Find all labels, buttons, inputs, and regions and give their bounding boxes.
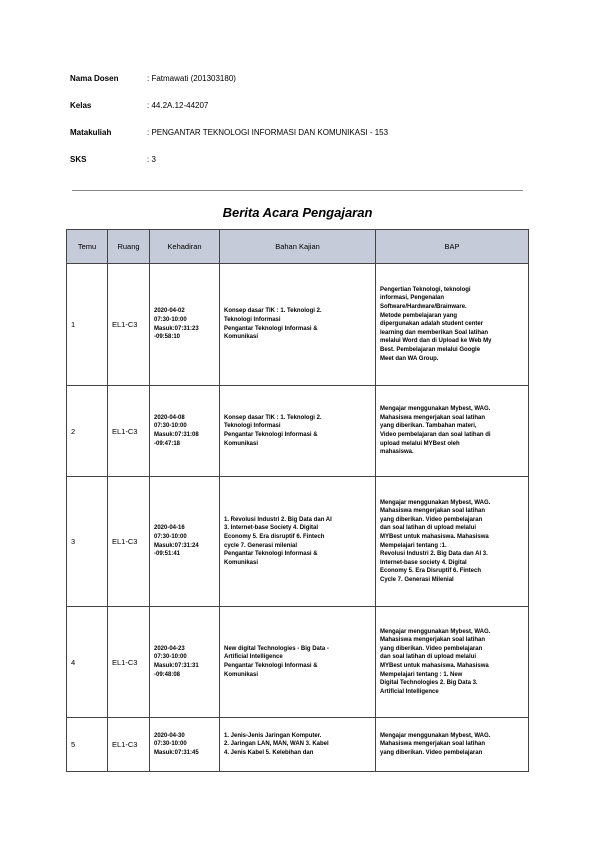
cell-kehadiran <box>150 718 220 772</box>
cell-line: Masuk:07:31:45 <box>154 749 199 756</box>
cell-line: Revolusi Industri 2. Big Data dan AI 3. <box>380 551 488 558</box>
cell-line: mahasiswa. <box>380 449 414 456</box>
cell-line: informasi, Pengenalan <box>380 295 445 302</box>
matkul-value: : PENGANTAR TEKNOLOGI INFORMASI DAN KOMUNIKASI - 153 <box>147 128 389 137</box>
cell-line: Mempelajari tentang :1. <box>380 542 447 549</box>
divider <box>72 190 523 191</box>
cell-line: Economy 5. Era disruptif 6. Fintech <box>224 533 325 540</box>
cell-line: Konsep dasar TIK : 1. Teknologi 2. <box>224 414 322 421</box>
cell-line: Pengertian Teknologi, teknologi <box>380 286 471 293</box>
cell-line: dan soal latihan di upload melalui <box>380 654 477 661</box>
table-row <box>67 718 529 772</box>
cell-line: Mengajar menggunakan Mybest, WAG. <box>380 732 491 739</box>
page-title: Berita Acara Pengajaran <box>222 205 373 220</box>
cell-line: 4. Jenis Kabel 5. Kelebihan dan <box>224 749 314 756</box>
cell-line: Masuk:07:31:23 <box>154 325 199 332</box>
cell-line: 07:30-10:00 <box>154 654 187 661</box>
table-row <box>67 264 529 386</box>
cell-line: 1. Jenis-Jenis Jaringan Komputer. <box>224 732 322 739</box>
cell-kehadiran <box>150 264 220 386</box>
cell-line: cycle 7. Generasi milenial <box>224 542 298 549</box>
cell-line: Economy 5. Era Disruptif 6. Fintech <box>380 568 482 575</box>
cell-line: Pengantar Teknologi Informasi & <box>224 551 318 558</box>
table-header-row <box>67 230 529 264</box>
cell-line: -09:48:08 <box>154 671 181 678</box>
cell-line: yang diberikan. Video pembelajaran <box>380 645 483 652</box>
cell-line: Komunikasi <box>224 440 259 447</box>
cell-ruang: EL1-C3 <box>108 718 150 772</box>
cell-kehadiran <box>150 477 220 607</box>
cell-line: Teknologi Informasi <box>224 423 281 430</box>
cell-line: 07:30-10:00 <box>154 741 187 748</box>
cell-line: melalui Word dan di Upload ke Web My <box>380 338 492 345</box>
cell-line: Konsep dasar TIK : 1. Teknologi 2. <box>224 308 322 315</box>
cell-line: 2020-04-23 <box>154 645 185 652</box>
cell-line: MYBest untuk mahasiswa. Mahasiswa <box>380 533 489 540</box>
cell-line: Best. Pembelajaran melalui Google <box>380 346 481 353</box>
cell-temu: 1 <box>67 264 108 386</box>
kelas-value: : 44.2A.12-44207 <box>147 101 209 110</box>
sks-value: : 3 <box>147 155 156 164</box>
cell-bahan <box>220 607 376 718</box>
cell-line: 2020-04-08 <box>154 414 185 421</box>
table-row <box>67 477 529 607</box>
cell-bap <box>376 477 529 607</box>
cell-line: yang diberikan. Video pembelajaran <box>380 516 483 523</box>
cell-line: 1. Revolusi Industri 2. Big Data dan AI <box>224 516 332 523</box>
cell-bap <box>376 264 529 386</box>
table-row <box>67 607 529 718</box>
header-bap: BAP <box>376 230 529 264</box>
cell-line: 2020-04-16 <box>154 525 185 532</box>
cell-line: dan soal latihan di upload melalui <box>380 525 477 532</box>
header-bahan-kajian: Bahan Kajian <box>220 230 376 264</box>
cell-line: Masuk:07:31:24 <box>154 542 199 549</box>
matkul-label: Matakuliah <box>70 128 112 137</box>
cell-line: Mengajar menggunakan Mybest, WAG. <box>380 499 491 506</box>
cell-bahan <box>220 386 376 477</box>
cell-line: yang diberikan. Tambahan materi, <box>380 423 477 430</box>
cell-line: yang diberikan. Video pembelajaran <box>380 749 483 756</box>
bap-table <box>66 229 529 772</box>
cell-line: Mengajar menggunakan Mybest, WAG. <box>380 406 491 413</box>
table-row <box>67 386 529 477</box>
cell-line: learning dan memberikan Soal latihan <box>380 329 489 336</box>
cell-bahan <box>220 718 376 772</box>
cell-bahan <box>220 477 376 607</box>
cell-ruang: EL1-C3 <box>108 264 150 386</box>
cell-line: 2020-04-02 <box>154 308 185 315</box>
cell-kehadiran <box>150 386 220 477</box>
cell-line: Artificial Intelligence <box>224 654 283 661</box>
header-temu: Temu <box>67 230 108 264</box>
cell-line: Metode pembelajaran yang <box>380 312 458 319</box>
cell-line: Komunikasi <box>224 334 259 341</box>
cell-line: -09:58:10 <box>154 334 181 341</box>
cell-line: Artificial Intelligence <box>380 688 439 695</box>
cell-line: Mahasiswa mengerjakan soal latihan <box>380 741 486 748</box>
cell-line: New digital Technologies - Big Data - <box>224 645 329 652</box>
header-ruang: Ruang <box>108 230 150 264</box>
cell-bap <box>376 607 529 718</box>
cell-bap <box>376 386 529 477</box>
cell-line: 07:30-10:00 <box>154 316 187 323</box>
cell-temu: 2 <box>67 386 108 477</box>
cell-ruang: EL1-C3 <box>108 386 150 477</box>
cell-line: dipergunakan adalah student center <box>380 321 484 328</box>
cell-ruang: EL1-C3 <box>108 477 150 607</box>
cell-bap <box>376 718 529 772</box>
cell-line: 07:30-10:00 <box>154 533 187 540</box>
cell-line: 2. Jaringan LAN, MAN, WAN 3. Kabel <box>224 741 329 748</box>
dosen-value: : Fatmawati (201303180) <box>147 74 236 83</box>
cell-line: Komunikasi <box>224 671 259 678</box>
cell-line: Pengantar Teknologi Informasi & <box>224 432 318 438</box>
cell-line: 07:30-10:00 <box>154 423 187 430</box>
cell-temu: 3 <box>67 477 108 607</box>
header-kehadiran: Kehadiran <box>150 230 220 264</box>
cell-line: Video pembelajaran dan soal latihan di <box>380 432 491 438</box>
cell-line: Mempelajari tentang : 1. New <box>380 671 463 678</box>
cell-line: Mahasiswa mengerjakan soal latihan <box>380 414 486 421</box>
cell-bahan <box>220 264 376 386</box>
dosen-label: Nama Dosen <box>70 74 119 83</box>
cell-temu: 5 <box>67 718 108 772</box>
cell-line: Software/Hardware/Brainware. <box>380 304 467 311</box>
cell-line: Komunikasi <box>224 559 259 566</box>
cell-temu: 4 <box>67 607 108 718</box>
cell-line: Internet-base society 4. Digital <box>380 559 467 566</box>
sks-label: SKS <box>70 155 87 164</box>
cell-ruang: EL1-C3 <box>108 607 150 718</box>
cell-line: Mahasiswa mengerjakan soal latihan <box>380 508 486 515</box>
cell-kehadiran <box>150 607 220 718</box>
cell-line: 3. Internet-base Society 4. Digital <box>224 525 319 532</box>
cell-line: -09:51:41 <box>154 551 181 558</box>
cell-line: Mengajar menggunakan Mybest, WAG. <box>380 628 491 635</box>
cell-line: Teknologi Informasi <box>224 316 281 323</box>
cell-line: Digital Technologies 2. Big Data 3. <box>380 680 478 687</box>
cell-line: upload melalui MYBest oleh <box>380 440 460 447</box>
cell-line: MYBest untuk mahasiswa. Mahasiswa <box>380 663 489 669</box>
cell-line: Masuk:07:31:31 <box>154 663 199 669</box>
cell-line: Cycle 7. Generasi Milenial <box>380 576 454 583</box>
cell-line: Pengantar Teknologi Informasi & <box>224 325 318 332</box>
cell-line: Pengantar Teknologi Informasi & <box>224 663 318 669</box>
cell-line: -09:47:18 <box>154 440 181 447</box>
cell-line: 2020-04-30 <box>154 732 185 739</box>
cell-line: Masuk:07:31:08 <box>154 432 199 438</box>
cell-line: Meet dan WA Group. <box>380 355 439 362</box>
cell-line: Mahasiswa mengerjakan soal latihan <box>380 637 486 644</box>
kelas-label: Kelas <box>70 101 92 110</box>
